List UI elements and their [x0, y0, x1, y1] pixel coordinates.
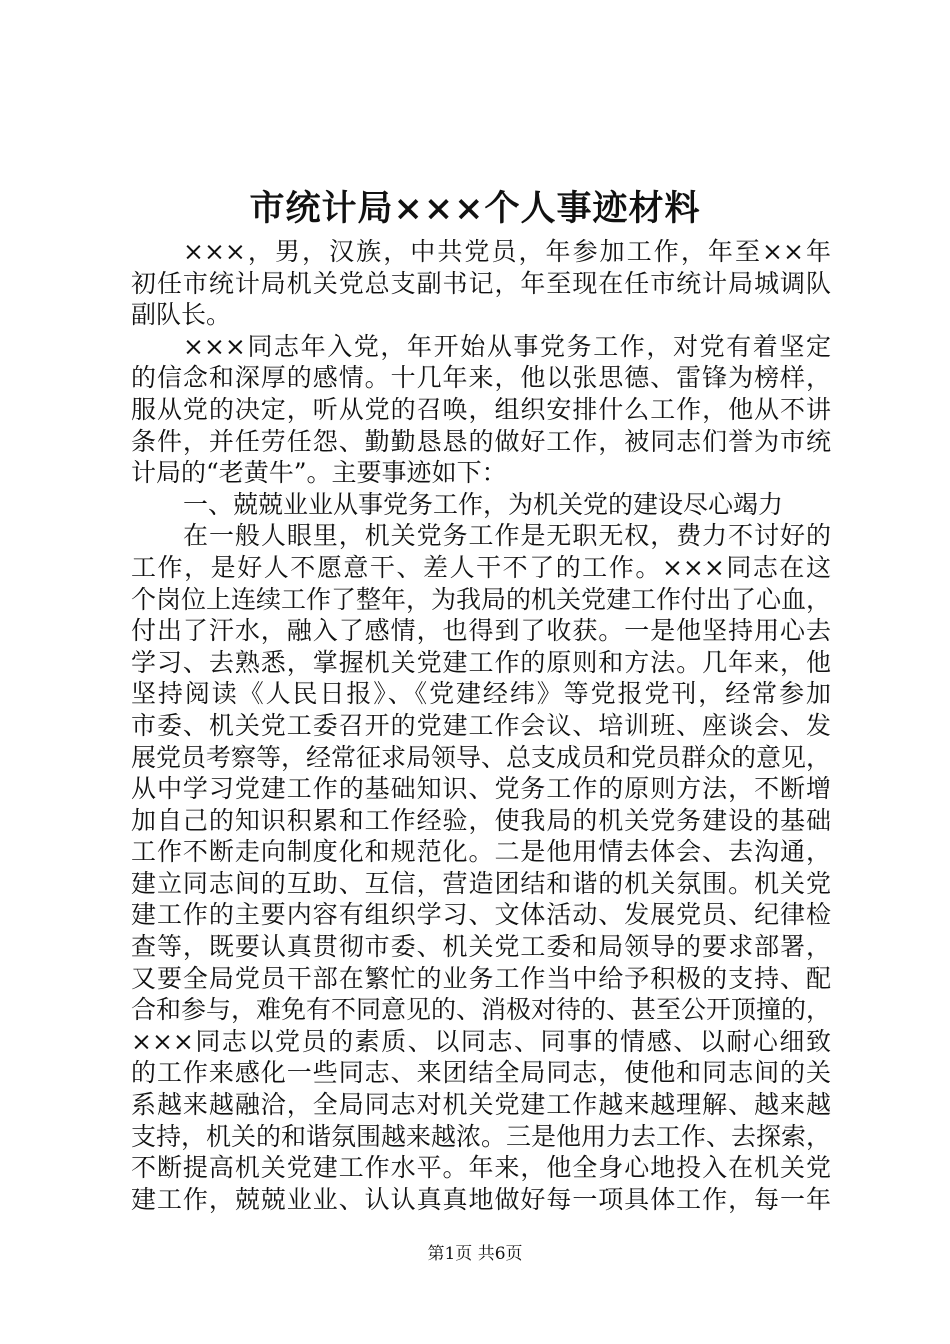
paragraph-line: 副队长。 [131, 300, 232, 330]
paragraph-line: 工作不断走向制度化和规范化。二是他用情去体会、去沟通， [131, 837, 831, 867]
paragraph-line: 建工作，兢兢业业、认认真真地做好每一项具体工作，每一年 [131, 1184, 831, 1214]
paragraph-line: 个岗位上连续工作了整年，为我局的机关党建工作付出了心血， [131, 584, 832, 614]
paragraph-line: 条件，并任劳任怨、勤勤恳恳的做好工作，被同志们誉为市统 [131, 426, 831, 456]
paragraph-line: 合和参与，难免有不同意见的、消极对待的、甚至公开顶撞的， [131, 995, 832, 1025]
paragraph-line: 加自己的知识积累和工作经验，使我局的机关党务建设的基础 [131, 805, 831, 835]
paragraph-line: 的工作来感化一些同志、来团结全局同志，使他和同志间的关 [131, 1058, 831, 1088]
document-title: 市统计局×××个人事迹材料 [249, 188, 701, 229]
paragraph-line: 展党员考察等，经常征求局领导、总支成员和党员群众的意见， [131, 742, 832, 772]
paragraph-line: 初任市统计局机关党总支副书记，年至现在任市统计局城调队 [131, 268, 831, 298]
paragraph-line: 服从党的决定，听从党的召唤，组织安排什么工作，他从不讲 [131, 394, 831, 424]
paragraph-line: 建立同志间的互助、互信，营造团结和谐的机关氛围。机关党 [131, 868, 831, 898]
paragraph-line: 计局的“老黄牛”。主要事迹如下： [131, 458, 507, 488]
document-body [131, 236, 831, 1215]
paragraph-line: 又要全局党员干部在繁忙的业务工作当中给予积极的支持、配 [131, 963, 831, 993]
paragraph-line: 学习、去熟悉，掌握机关党建工作的原则和方法。几年来，他 [131, 647, 831, 677]
paragraph-line: 建工作的主要内容有组织学习、文体活动、发展党员、纪律检 [131, 900, 831, 930]
paragraph-line: 查等，既要认真贯彻市委、机关党工委和局领导的要求部署， [131, 932, 831, 962]
paragraph-line: 的信念和深厚的感情。十几年来，他以张思德、雷锋为榜样， [131, 363, 831, 393]
paragraph-line: 市委、机关党工委召开的党建工作会议、培训班、座谈会、发 [131, 710, 831, 740]
paragraph-line: ×××，男，汉族，中共党员，年参加工作，年至××年 [183, 237, 831, 266]
paragraph-line: ×××同志年入党，年开始从事党务工作，对党有着坚定 [183, 331, 831, 361]
paragraph-line: 坚持阅读《人民日报》、《党建经纬》等党报党刊，经常参加 [131, 679, 831, 709]
paragraph-line: 从中学习党建工作的基础知识、党务工作的原则方法，不断增 [131, 774, 831, 804]
paragraph-line: 不断提高机关党建工作水平。年来，他全身心地投入在机关党 [131, 1153, 831, 1183]
paragraph-line: 工作，是好人不愿意干、差人干不了的工作。×××同志在这 [131, 552, 831, 582]
paragraph-line: ×××同志以党员的素质、以同志、同事的情感、以耐心细致 [131, 1026, 831, 1056]
page-number-footer: 第1页 共6页 [427, 1244, 523, 1264]
section-heading: 一、兢兢业业从事党务工作，为机关党的建设尽心竭力 [183, 489, 784, 519]
paragraph-line: 付出了汗水，融入了感情，也得到了收获。一是他坚持用心去 [131, 616, 831, 646]
paragraph-line: 支持，机关的和谐氛围越来越浓。三是他用力去工作、去探索， [131, 1121, 832, 1151]
paragraph-line: 系越来越融洽，全局同志对机关党建工作越来越理解、越来越 [131, 1090, 831, 1120]
paragraph-line: 在一般人眼里，机关党务工作是无职无权，费力不讨好的 [183, 521, 831, 551]
